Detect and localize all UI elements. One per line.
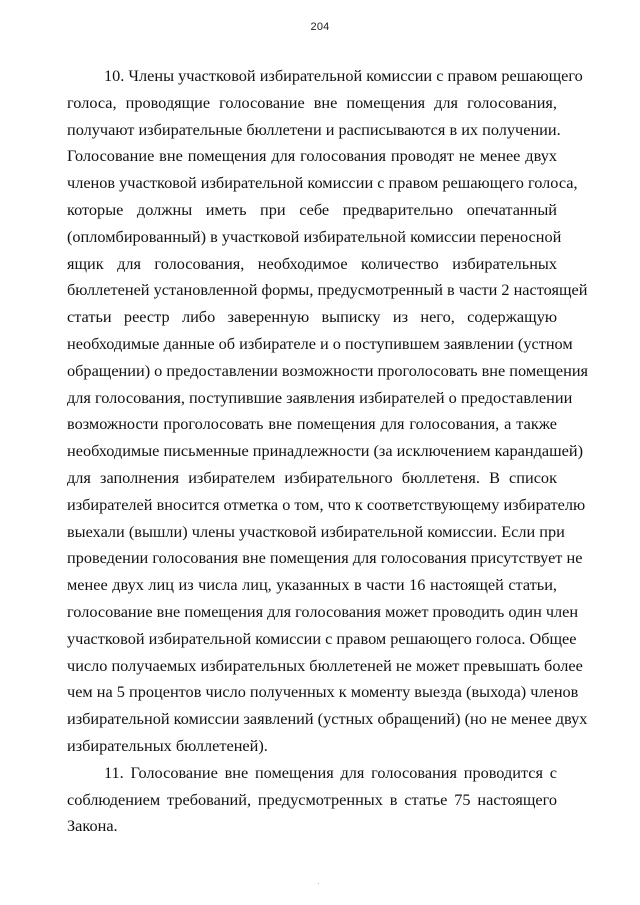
document-body (67, 63, 589, 840)
text-line: ящик для голосования, необходимое количество избирательных (67, 253, 557, 273)
text-line: 11. Голосование вне помещения для голосования проводится с (104, 762, 557, 782)
text-line: число получаемых избирательных бюллетеней не может превышать более (67, 655, 583, 675)
scan-speck (318, 883, 319, 884)
text-line: членов участковой избирательной комиссии с правом решающего голоса, (67, 173, 578, 193)
text-line: менее двух лиц из числа лиц, указанных в части 16 настоящей статьи, (67, 575, 557, 595)
text-line: проведении голосования вне помещения для голосования присутствует не (67, 548, 583, 568)
paragraph-11 (67, 760, 557, 840)
text-line: голосование вне помещения для голосования может проводить один член (67, 601, 579, 621)
text-line: необходимые письменные принадлежности (за исключением карандашей) (67, 441, 583, 461)
text-line: возможности проголосовать вне помещения для голосования, а также (67, 414, 557, 434)
text-line: статьи реестр либо заверенную выписку из него, содержащую (67, 307, 557, 327)
text-line: Закона. (67, 816, 118, 836)
text-line: чем на 5 процентов число полученных к моменту выезда (выхода) членов (67, 682, 579, 702)
text-line: 10. Члены участковой избирательной комиссии с правом решающего (104, 66, 583, 85)
text-line: выехали (вышли) члены участковой избирательной комиссии. Если при (67, 521, 565, 541)
text-line: участковой избирательной комиссии с правом решающего голоса. Общее (67, 628, 577, 648)
text-line: Голосование вне помещения для голосования проводят не менее двух (67, 146, 557, 166)
text-line: голоса, проводящие голосование вне помещения для голосования, (67, 92, 557, 112)
text-line: избирательных бюллетеней). (67, 735, 268, 755)
text-line: для голосования, поступившие заявления избирателей о предоставлении (67, 387, 573, 407)
page-number: 204 (310, 21, 330, 33)
paragraph-10 (67, 63, 589, 760)
text-line: для заполнения избирателем избирательного бюллетеня. В список (67, 467, 557, 487)
text-line: бюллетеней установленной формы, предусмотренный в части 2 настоящей (67, 280, 588, 300)
text-line: (опломбированный) в участковой избирательной комиссии переносной (67, 226, 562, 246)
text-line: получают избирательные бюллетени и расписываются в их получении. (67, 119, 561, 139)
text-line: необходимые данные об избирателе и о поступившем заявлении (устном (67, 333, 573, 353)
text-line: соблюдением требований, предусмотренных в статье 75 настоящего (67, 789, 557, 809)
text-line: избирателей вносится отметка о том, что к соответствующему избирателю (67, 494, 586, 514)
text-line: избирательной комиссии заявлений (устных обращений) (но не менее двух (67, 709, 588, 729)
text-line: которые должны иметь при себе предварительно опечатанный (67, 199, 557, 219)
text-line: обращении) о предоставлении возможности проголосовать вне помещения (67, 360, 589, 380)
